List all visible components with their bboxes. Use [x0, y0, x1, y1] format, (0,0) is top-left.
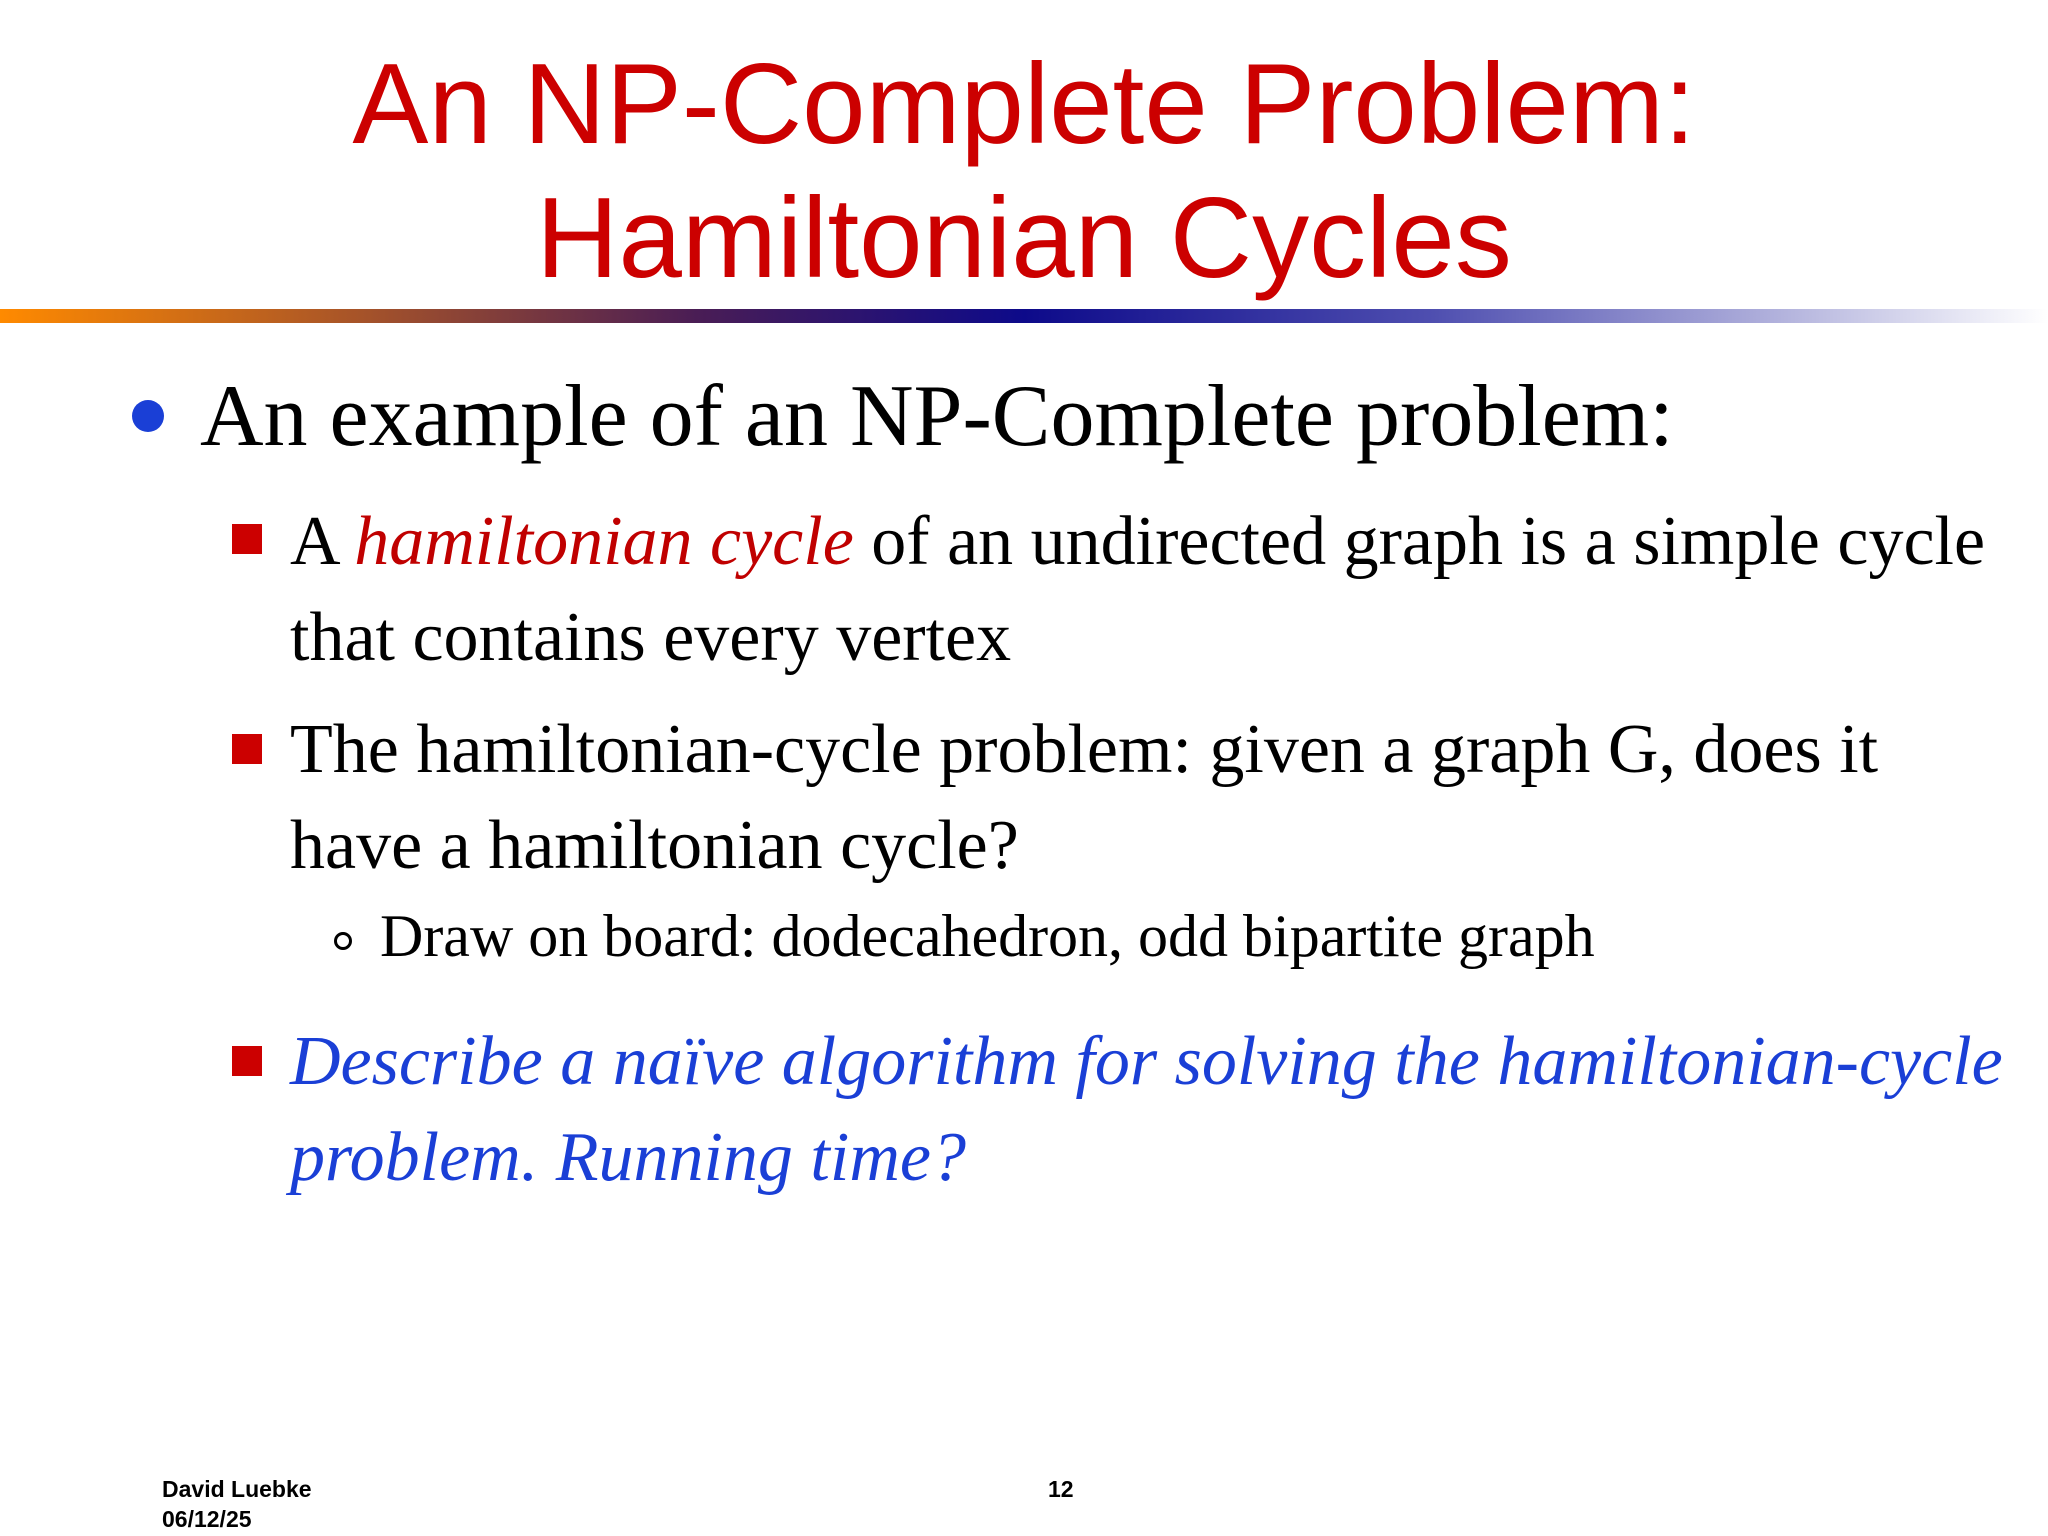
item1-prefix: A — [290, 503, 355, 580]
item-naive-algorithm-question: Describe a naïve algorithm for solving the hamiltonian-cycle problem. Running time? — [290, 1023, 2003, 1196]
level1-text: An example of an NP-Complete problem: — [200, 368, 1674, 465]
square-bullet-icon — [232, 524, 262, 554]
title-line-1: An NP-Complete Problem: — [352, 41, 1696, 168]
title-divider — [0, 309, 2048, 323]
square-bullet-icon — [232, 734, 262, 764]
title-line-2: Hamiltonian Cycles — [536, 175, 1512, 302]
footer-author: David Luebke — [162, 1476, 312, 1502]
item-hamiltonian-problem: The hamiltonian-cycle problem: given a graph G, does it have a hamiltonian cycle? — [290, 711, 1879, 884]
item1-suffix: of an undirected graph is a simple cycle that contains every vertex — [290, 503, 1986, 676]
slide-title — [0, 38, 2048, 306]
sub-item-draw-on-board: Draw on board: dodecahedron, odd bipartite graph — [380, 903, 1595, 969]
footer-page-number: 12 — [1048, 1476, 1074, 1502]
item-hamiltonian-definition — [290, 494, 2010, 686]
square-bullet-icon — [232, 1046, 262, 1076]
bullet-dot-icon — [132, 400, 164, 432]
item1-emphasis: hamiltonian cycle — [354, 503, 854, 580]
circle-bullet-icon — [334, 932, 352, 950]
footer-date: 06/12/25 — [162, 1506, 252, 1532]
